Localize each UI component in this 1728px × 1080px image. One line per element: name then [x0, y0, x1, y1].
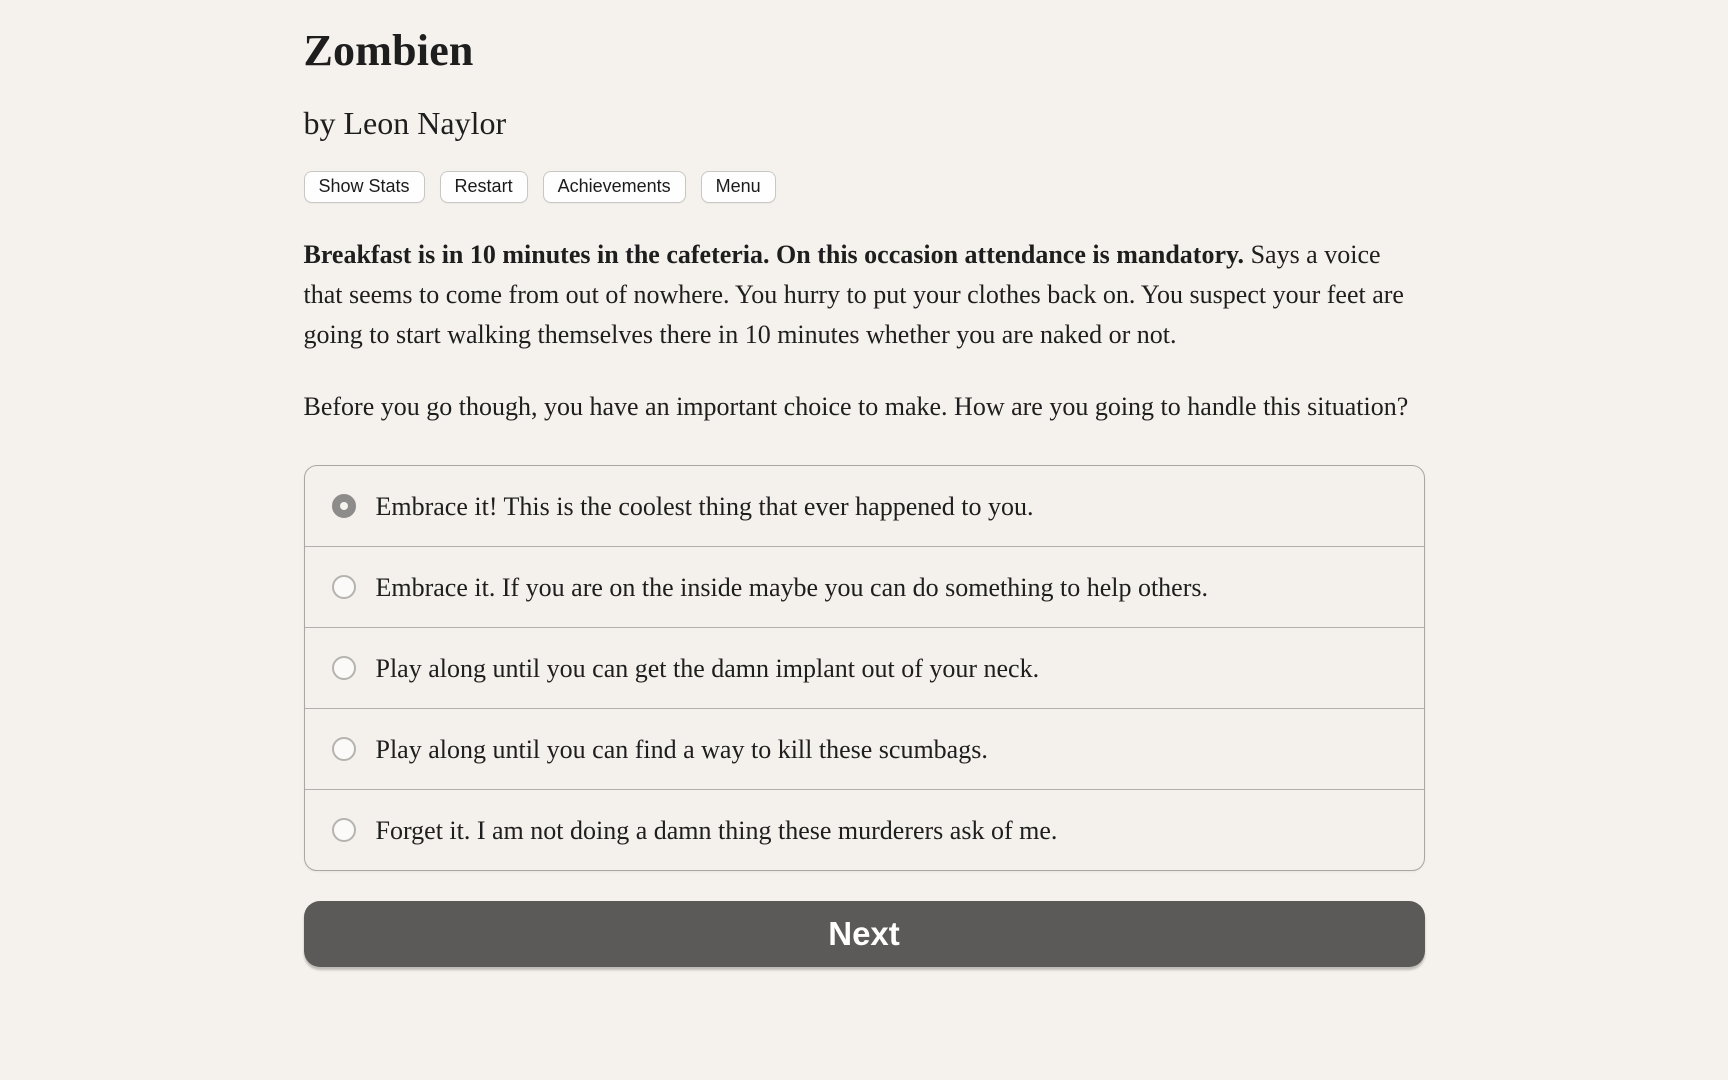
choice-group: [304, 465, 1425, 871]
menu-button[interactable]: Menu: [701, 171, 776, 203]
choice-option-4[interactable]: [305, 708, 1424, 789]
story-paragraph-1-lead: Breakfast is in 10 minutes in the cafeteria. On this occasion attendance is mandatory.: [303, 240, 1245, 270]
choice-option-4-label: Play along until you can find a way to kill these scumbags.: [375, 734, 988, 764]
choice-option-3[interactable]: [305, 627, 1424, 708]
game-title: Zombien: [303, 26, 474, 75]
story-paragraph-2: Before you go though, you have an important choice to make. How are you going to handle this situation?: [303, 392, 1409, 422]
radio-button-5[interactable]: [332, 818, 356, 842]
choice-option-1[interactable]: [305, 466, 1424, 546]
choice-option-5-label: Forget it. I am not doing a damn thing these murderers ask of me.: [375, 815, 1058, 845]
radio-button-1[interactable]: [332, 494, 356, 518]
next-button[interactable]: Next: [304, 901, 1425, 967]
story-paragraph-1: [304, 235, 1425, 355]
radio-button-4[interactable]: [332, 737, 356, 761]
choice-option-3-label: Play along until you can get the damn implant out of your neck.: [375, 653, 1040, 683]
achievements-button[interactable]: Achievements: [543, 171, 686, 203]
story-page: [304, 0, 1425, 967]
author-byline: by Leon Naylor: [303, 104, 507, 141]
story-text: [304, 235, 1425, 427]
show-stats-button[interactable]: Show Stats: [304, 171, 425, 203]
story-paragraph-1-rest: Says a voice that seems to come from out of nowhere. You hurry to put your clothes back on. You suspect your feet are going to start walking themselves there in 10 minutes whether you are naked or not.: [303, 240, 1404, 350]
restart-button[interactable]: Restart: [440, 171, 528, 203]
choice-option-5[interactable]: [305, 789, 1424, 870]
radio-button-3[interactable]: [332, 656, 356, 680]
toolbar: [304, 171, 1425, 203]
choice-option-2-label: Embrace it. If you are on the inside maybe you can do something to help others.: [375, 572, 1208, 602]
choice-option-1-label: Embrace it! This is the coolest thing that ever happened to you.: [375, 491, 1034, 521]
radio-button-2[interactable]: [332, 575, 356, 599]
choice-option-2[interactable]: [305, 546, 1424, 627]
